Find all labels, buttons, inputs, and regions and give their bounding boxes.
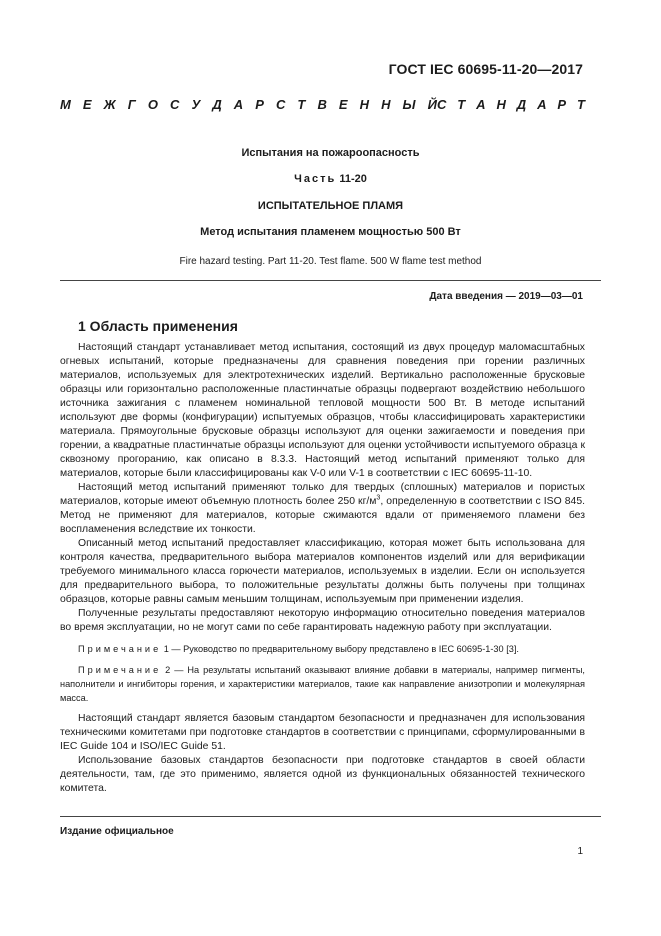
letter: С [275,97,286,112]
letter: Р [255,97,264,112]
footer-divider [60,816,601,817]
letter: Т [577,97,585,112]
letter: А [233,97,244,112]
letter: А [537,97,547,112]
paragraph: Полученные результаты предоставляют некоторую информацию относительно поведения материалов во время эксплуатации, но не могут сами по себе гарантировать надежную работу при эксплуатации. [60,608,585,633]
letter: Ы [402,97,416,112]
letter: Т [457,97,466,112]
superscript: 3 [376,494,381,502]
letter: О [147,97,158,112]
letter: В [317,97,327,112]
header-divider [60,280,601,281]
title-part-number: 11-20 [339,173,367,185]
letter: Е [338,97,348,112]
letter: Н [381,97,391,112]
paragraph [60,481,585,537]
page-number: 1 [577,846,583,857]
letter: Г [127,97,136,112]
letter: С [170,97,180,112]
letter: Н [496,97,506,112]
letter: У [191,97,201,112]
title-subject: Испытания на пожароопасность [241,147,420,159]
paragraph-part: Настоящий метод испытаний применяют только для твердых (сплошных) материалов и пористых материалов, которые имеют объемную плотность более 250 кг/м [60,482,585,507]
letter: Н [359,97,370,112]
edition-label: Издание официальное [60,826,174,837]
paragraph: Настоящий стандарт устанавливает метод испытания, состоящий из двух процедур маломасштабных огневых испытаний, которые предназначены для сравнения поведения при горении различных материалов, используемых для электротехнических изделий. Вертикально расположенные брусковые образцы или горизонтально расположенные пластинчатые образцы подвергают воздействию небольшого источника зажигания с пламенем номинальной тепловой мощности 500 Вт. В методе испытаний используют две формы (конфигурации) испытуемых образцов, чтобы классифицировать характеристики материала. Прямоугольные брусковые образцы используют для оценки зажигаемости и поведения при горении, а квадратные пластинчатые образцы используют для оценки устойчивости испытуемого образца к сквозному прогоранию, как описано в 8.3.3. Настоящий метод испытаний применяют только для материалов, которые были классифицированы как V-0 или V-1 в соответствии с IEC 60695-11-10. [60,342,585,479]
title-part-word: Часть [294,173,337,185]
letter: Д [516,97,527,112]
section-body [60,341,585,796]
section-heading: 1 Область применения [78,318,238,334]
standard-type [60,97,585,112]
paragraph: Описанный метод испытаний предоставляет классификацию, которая может быть использована для контроля качества, предварительного выбора материалов компонентов изделий или для верификации требуемого минимального класса горючести материалов, используемых в изделии. Если он используется для предварительного выбора, то положительные результаты должны быть получены при толщинах образцов, которые равны самым меньшим толщинам, используемым при применении изделия. [60,538,585,605]
letter: Е [82,97,92,112]
title-name: ИСПЫТАТЕЛЬНОЕ ПЛАМЯ [257,200,404,212]
letter: Р [557,97,567,112]
letter: Ж [103,97,116,112]
standard-type-word1 [60,97,437,112]
document-code: ГОСТ IEC 60695-11-20—2017 [388,61,583,77]
note-text: 2 — На результаты испытаний оказывают влияние добавки в материалы, например пигменты, наполнители и ингибиторы горения, и характеристики материалов, такие как направление анизотропии и молекулярная масса. [60,665,585,703]
note-1 [60,642,585,656]
paragraph: Настоящий стандарт является базовым стандартом безопасности и предназначен для использования техническими комитетами при подготовке стандартов в соответствии с принципами, сформулированными в IEC Guide 104 и ISO/IEC Guide 51. [60,713,585,752]
introduction-date: Дата введения — 2019—03—01 [429,291,583,302]
paragraph: Использование базовых стандартов безопасности при подготовке стандартов в своей области деятельности, там, где это применимо, является одной из функциональных обязанностей технического комитета. [60,755,585,794]
note-label: Примечание [78,665,162,675]
note-text: 1 — Руководство по предварительному выбору представлено в IEC 60695-1-30 [3]. [161,644,519,654]
letter: М [60,97,71,112]
letter: А [476,97,486,112]
paragraph-part: , определенную в соответствии с ISO 845. Метод не применяют для материалов, которые сжимаются вдали от применяемого пламени без воспламенения вследствие их тонкости. [60,496,585,535]
title-part [60,173,601,185]
letter: Д [212,97,222,112]
letter: С [436,97,447,112]
standard-type-word2 [437,97,585,112]
title-english: Fire hazard testing. Part 11-20. Test flame. 500 W flame test method [179,256,482,267]
note-label: Примечание [78,644,162,654]
letter: Й [427,97,437,112]
title-method: Метод испытания пламенем мощностью 500 Вт [200,226,461,238]
letter: Т [297,97,306,112]
note-2 [60,663,585,705]
